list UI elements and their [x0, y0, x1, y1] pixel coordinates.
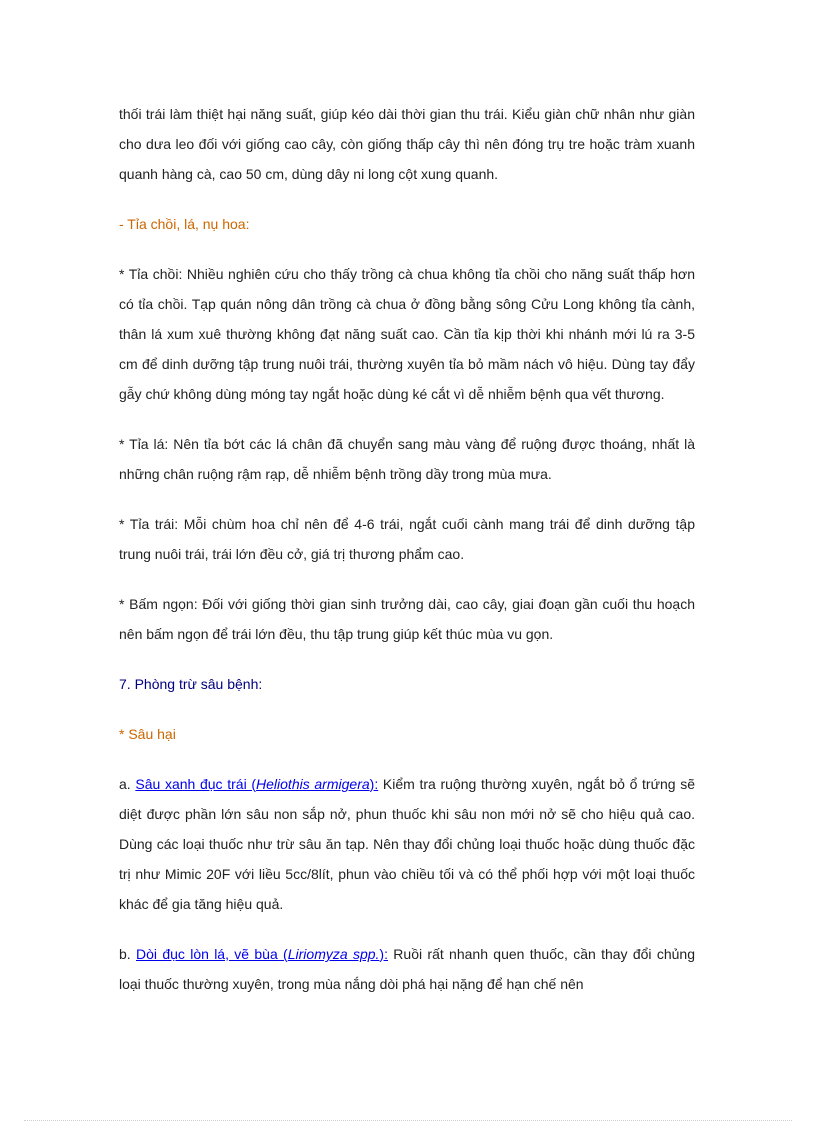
paragraph-leafminer: [119, 939, 695, 999]
leafminer-body: Ruồi rất nhanh quen thuốc, cần thay đổi chủng loại thuốc thường xuyên, trong mùa nắng dòi phá hại nặng để hạn chế nên: [119, 946, 695, 992]
list-marker-b: b.: [119, 946, 136, 962]
leafminer-scientific-name: Liriomyza spp.: [287, 946, 380, 962]
leafminer-link-close: ):: [379, 946, 388, 962]
paragraph-thin-fruit: * Tỉa trái: Mỗi chùm hoa chỉ nên để 4-6 trái, ngắt cuối cành mang trái để dinh dưỡng tập trung nuôi trái, trái lớn đều cở, giá trị thương phẩm cao.: [119, 516, 695, 562]
fruitworm-link-text: Sâu xanh đục trái (: [135, 776, 257, 792]
document-body: [119, 99, 695, 1019]
list-marker-a: a.: [119, 776, 136, 792]
leafminer-link-text: Dòi đục lòn lá, vẽ bùa (: [136, 946, 288, 962]
subheading-pests: * Sâu hại: [119, 726, 176, 742]
subheading-pruning: - Tỉa chồi, lá, nụ hoa:: [119, 216, 250, 232]
paragraph-topping: * Bấm ngọn: Đối với giống thời gian sinh trưởng dài, cao cây, giai đoạn gần cuối thu hoạch nên bấm ngọn để trái lớn đều, thu tập trung giúp kết thúc mùa vu gọn.: [119, 596, 695, 642]
page-bottom-divider: [24, 1120, 792, 1121]
fruitworm-body: Kiểm tra ruộng thường xuyên, ngắt bỏ ổ trứng sẽ diệt được phần lớn sâu non sắp nở, phun thuốc khi sâu non mới nở sẽ cho hiệu quả cao. Dùng các loại thuốc như trừ sâu ăn tạp. Nên thay đổi chủng loại thuốc hoặc dùng thuốc đặc trị như Mimic 20F với liều 5cc/8lít, phun vào chiều tối và có thể phối hợp với một loại thuốc khác để gia tăng hiệu quả.: [119, 776, 695, 912]
leafminer-link[interactable]: [136, 946, 388, 962]
fruitworm-scientific-name: Heliothis armigera: [256, 776, 370, 792]
fruitworm-link[interactable]: [135, 776, 378, 792]
paragraph-fruitworm: [119, 769, 695, 919]
fruitworm-link-close: ):: [369, 776, 379, 792]
paragraph-trellis: thối trái làm thiệt hại năng suất, giúp kéo dài thời gian thu trái. Kiểu giàn chữ nhân như giàn cho dưa leo đối với giống cao cây, còn giống thấp cây thì nên đóng trụ tre hoặc tràm xuanh quanh hàng cà, cao 50 cm, dùng dây ni long cột xung quanh.: [119, 106, 695, 182]
paragraph-prune-leaves: * Tỉa lá: Nên tỉa bớt các lá chân đã chuyển sang màu vàng để ruộng được thoáng, nhất là những chân ruộng rậm rạp, dễ nhiễm bệnh trồng dầy trong mùa mưa.: [119, 436, 695, 482]
section-heading-pest-control: 7. Phòng trừ sâu bệnh:: [119, 676, 263, 692]
paragraph-prune-shoots: * Tỉa chồi: Nhiều nghiên cứu cho thấy trồng cà chua không tỉa chồi cho năng suất thấp hơn có tỉa chồi. Tạp quán nông dân trồng cà chua ở đồng bằng sông Cửu Long không tỉa cành, thân lá xum xuê thường không đạt năng suất cao. Cần tỉa kịp thời khi nhánh mới lú ra 3-5 cm để dinh dưỡng tập trung nuôi trái, thường xuyên tỉa bỏ mầm nách vô hiệu. Dùng tay đẩy gẫy chứ không dùng móng tay ngắt hoặc dùng ké cắt vì dễ nhiễm bệnh qua vết thương.: [119, 266, 695, 402]
